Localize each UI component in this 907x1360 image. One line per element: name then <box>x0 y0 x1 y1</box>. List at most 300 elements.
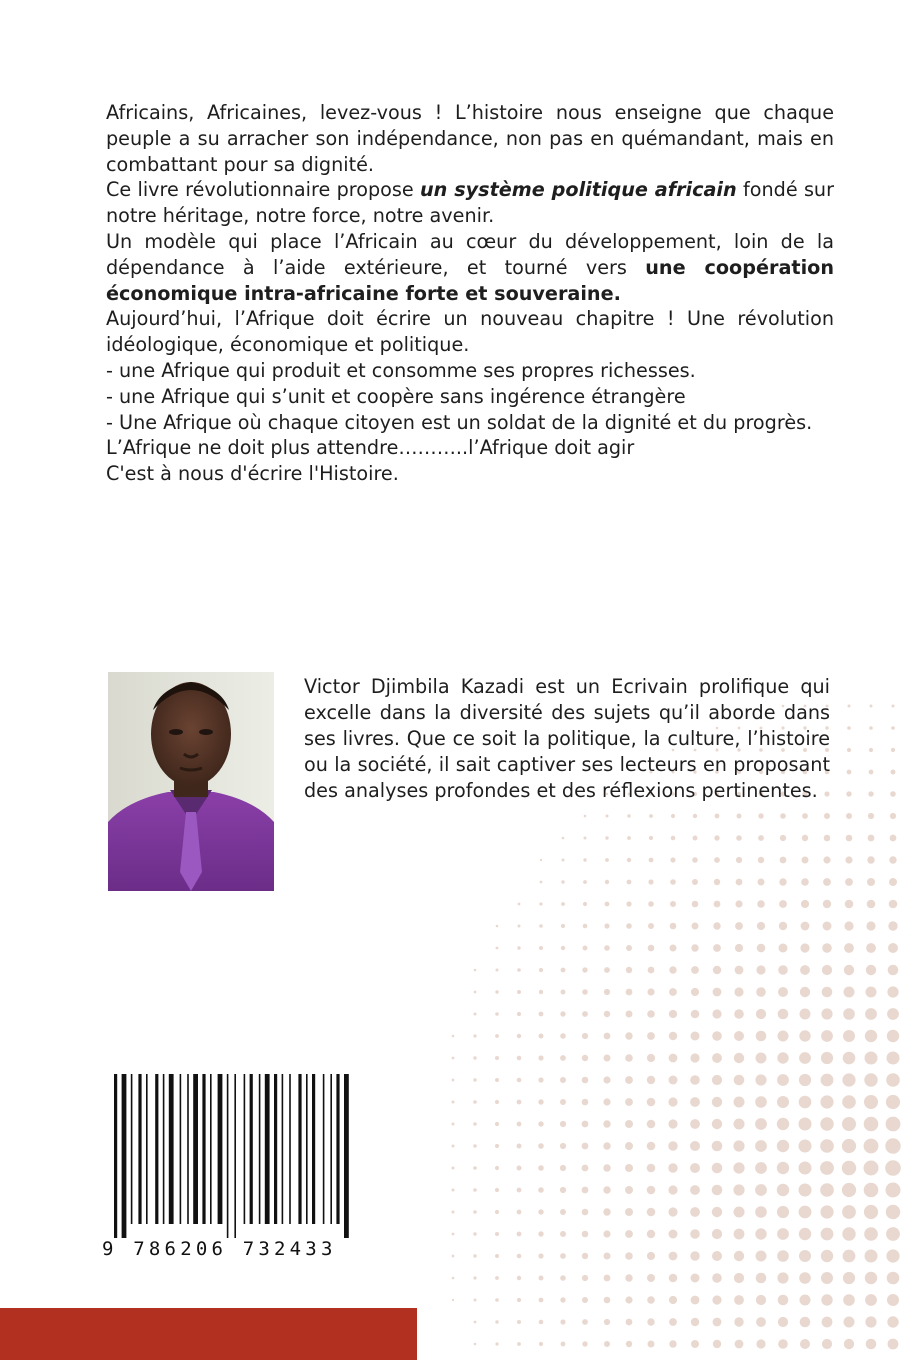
background-dot <box>517 968 521 972</box>
background-dot <box>517 1166 522 1171</box>
isbn-barcode <box>102 1068 418 1268</box>
background-dot <box>668 1119 677 1128</box>
blurb-list-item: - une Afrique qui produit et consomme ses propres richesses. <box>106 358 696 382</box>
background-dot <box>452 1189 455 1192</box>
background-dot <box>539 1012 544 1017</box>
background-dot <box>647 1186 656 1195</box>
blurb-list-item: - une Afrique qui s’unit et coopère sans ingérence étrangère <box>106 384 686 408</box>
background-dot <box>584 837 587 840</box>
background-dot <box>668 1097 677 1106</box>
background-dot <box>690 1251 699 1260</box>
background-dot <box>582 1209 589 1216</box>
background-dot <box>847 726 851 730</box>
background-dot <box>823 900 831 908</box>
background-dot <box>626 1319 633 1326</box>
background-dot <box>582 1099 589 1106</box>
background-dot <box>670 945 677 952</box>
background-dot <box>755 1096 767 1108</box>
background-dot <box>560 1297 565 1302</box>
background-dot <box>843 1008 855 1020</box>
barcode-bar <box>306 1074 308 1224</box>
background-dot <box>824 813 830 819</box>
background-dot <box>887 1272 900 1285</box>
background-dot <box>625 1032 632 1039</box>
background-dot <box>669 1274 678 1283</box>
background-dot <box>495 1232 499 1236</box>
barcode-bar <box>210 1074 212 1224</box>
background-dot <box>473 1100 477 1104</box>
barcode-bar <box>218 1074 223 1224</box>
background-dot <box>538 1165 544 1171</box>
background-dot <box>539 990 543 994</box>
background-dot <box>538 1253 543 1258</box>
barcode-bar <box>122 1074 127 1238</box>
background-dot <box>842 1139 856 1153</box>
background-dot <box>690 1207 700 1217</box>
background-dot <box>561 990 566 995</box>
barcode-bar <box>114 1074 117 1238</box>
barcode-bar <box>244 1074 246 1224</box>
background-dot <box>756 965 765 974</box>
background-dot <box>517 1078 522 1083</box>
background-dot <box>495 1254 499 1258</box>
background-dot <box>712 1009 721 1018</box>
background-dot <box>820 1183 834 1197</box>
barcode-bar <box>274 1074 277 1224</box>
background-dot <box>671 814 675 818</box>
background-dot <box>865 1008 877 1020</box>
background-dot <box>778 1009 789 1020</box>
background-dot <box>800 1317 811 1328</box>
background-dot <box>452 1255 455 1258</box>
background-dot <box>889 900 898 909</box>
background-dot <box>560 1253 566 1259</box>
background-dot <box>801 922 810 931</box>
background-dot <box>777 1184 789 1196</box>
background-dot <box>625 1054 633 1062</box>
background-dot <box>692 923 699 930</box>
background-dot <box>821 1294 832 1305</box>
background-dot <box>540 881 543 884</box>
background-dot <box>648 901 654 907</box>
background-dot <box>777 1206 789 1218</box>
background-dot <box>670 923 677 930</box>
barcode-bar <box>187 1074 189 1224</box>
background-dot <box>844 943 854 953</box>
background-dot <box>671 836 676 841</box>
background-dot <box>495 1012 499 1016</box>
background-dot <box>647 1010 655 1018</box>
background-dot <box>647 1252 655 1260</box>
background-dot <box>823 922 832 931</box>
background-dot <box>842 1161 856 1175</box>
background-dot <box>756 1053 767 1064</box>
background-dot <box>690 1075 700 1085</box>
blurb-text: Un modèle qui place l’Africain au cœur du développement, loin de la dépendance à l’aide extérieure, et tourné vers <box>106 229 834 279</box>
background-dot <box>648 1341 655 1348</box>
background-dot <box>712 1273 722 1283</box>
background-dot <box>755 1228 766 1239</box>
background-dot <box>847 770 852 775</box>
background-dot <box>866 1339 877 1350</box>
background-dot <box>603 1098 610 1105</box>
background-dot <box>604 1253 611 1260</box>
background-dot <box>712 1075 722 1085</box>
background-dot <box>473 1122 477 1126</box>
background-dot <box>647 1098 656 1107</box>
background-dot <box>474 1299 477 1302</box>
background-dot <box>779 878 786 885</box>
barcode-bar <box>312 1074 315 1224</box>
background-dot <box>714 879 720 885</box>
background-dot <box>891 726 895 730</box>
background-dot <box>712 1141 723 1152</box>
background-dot <box>779 944 788 953</box>
blurb-text: Ce livre révolutionnaire propose <box>106 178 420 202</box>
background-dot <box>780 835 786 841</box>
background-dot <box>452 1101 455 1104</box>
background-dot <box>844 1339 854 1349</box>
background-dot <box>758 879 765 886</box>
background-dot <box>820 1205 833 1218</box>
background-dot <box>517 990 521 994</box>
background-dot <box>715 814 720 819</box>
background-dot <box>647 1296 655 1304</box>
background-dot <box>799 1096 812 1109</box>
background-dot <box>584 815 587 818</box>
barcode-bar <box>169 1074 174 1224</box>
background-dot <box>496 925 499 928</box>
background-dot <box>517 1122 522 1127</box>
background-dot <box>625 1208 633 1216</box>
background-dot <box>603 1208 610 1215</box>
background-dot <box>691 1032 700 1041</box>
background-dot <box>866 987 877 998</box>
background-dot <box>604 989 610 995</box>
background-dot <box>625 1120 633 1128</box>
background-dot <box>891 770 896 775</box>
background-dot <box>713 1340 721 1348</box>
background-dot <box>647 1274 655 1282</box>
background-dot <box>603 1230 610 1237</box>
background-dot <box>473 1034 476 1037</box>
background-dot <box>692 857 698 863</box>
background-dot <box>452 1035 455 1038</box>
background-dot <box>820 1117 833 1130</box>
background-dot <box>625 1296 632 1303</box>
barcode-digits: 9 786206 732433 <box>102 1238 337 1260</box>
background-dot <box>540 859 542 861</box>
blurb-paragraph <box>106 229 834 306</box>
background-dot <box>755 1162 767 1174</box>
background-dot <box>693 836 698 841</box>
background-dot <box>777 1140 789 1152</box>
background-dot <box>517 1210 522 1215</box>
background-dot <box>864 1161 879 1176</box>
background-dot <box>777 1228 789 1240</box>
background-dot <box>755 1118 767 1130</box>
background-dot <box>847 748 851 752</box>
background-dot <box>690 1229 700 1239</box>
background-dot <box>561 924 565 928</box>
background-dot <box>626 989 633 996</box>
background-dot <box>756 1273 767 1284</box>
barcode-bar <box>180 1074 182 1224</box>
background-dot <box>757 944 766 953</box>
background-dot <box>560 1231 566 1237</box>
background-dot <box>868 835 875 842</box>
background-dot <box>474 969 477 972</box>
background-dot <box>712 1031 722 1041</box>
background-dot <box>649 858 654 863</box>
background-dot <box>582 1033 588 1039</box>
background-dot <box>887 1052 900 1065</box>
background-dot <box>692 901 699 908</box>
background-dot <box>735 922 743 930</box>
background-dot <box>864 1183 879 1198</box>
background-dot <box>604 945 610 951</box>
background-dot <box>757 900 765 908</box>
background-dot <box>473 1166 477 1170</box>
background-dot <box>868 813 874 819</box>
background-dot <box>606 815 609 818</box>
background-dot <box>712 1163 723 1174</box>
background-dot <box>799 1030 810 1041</box>
background-dot <box>452 1299 454 1301</box>
background-dot <box>734 1317 743 1326</box>
background-dot <box>780 857 787 864</box>
background-dot <box>890 835 897 842</box>
barcode-bar <box>323 1074 325 1224</box>
background-dot <box>473 1078 476 1081</box>
background-dot <box>865 1030 877 1042</box>
background-dot <box>582 989 588 995</box>
background-dot <box>734 1295 744 1305</box>
background-dot <box>538 1187 544 1193</box>
background-dot <box>560 1209 566 1215</box>
background-dot <box>822 987 833 998</box>
background-dot <box>647 1120 656 1129</box>
background-dot <box>866 965 876 975</box>
background-dot <box>560 1099 566 1105</box>
background-dot <box>712 1119 722 1129</box>
background-dot <box>799 1272 811 1284</box>
background-dot <box>800 987 810 997</box>
background-dot <box>669 1054 678 1063</box>
blurb-list-item: - Une Afrique où chaque citoyen est un soldat de la dignité et du progrès. <box>106 410 813 434</box>
background-dot <box>605 858 609 862</box>
background-dot <box>625 1252 633 1260</box>
background-dot <box>647 1054 655 1062</box>
barcode-bar <box>330 1074 332 1224</box>
background-dot <box>603 1164 610 1171</box>
background-dot <box>737 814 742 819</box>
background-dot <box>802 857 809 864</box>
background-dot <box>561 968 566 973</box>
barcode-bar <box>193 1074 198 1224</box>
background-dot <box>560 1319 565 1324</box>
barcode-bar <box>298 1074 301 1224</box>
blurb-text: fondé sur notre héritage, notre force, notre avenir. <box>106 178 834 228</box>
background-dot <box>452 1277 455 1280</box>
background-dot <box>603 1120 610 1127</box>
background-dot <box>800 1295 811 1306</box>
background-dot <box>844 1317 855 1328</box>
background-dot <box>690 1119 700 1129</box>
background-dot <box>755 1074 766 1085</box>
background-dot <box>842 1205 856 1219</box>
background-dot <box>647 1142 656 1151</box>
background-dot <box>560 1121 566 1127</box>
background-dot <box>734 1053 744 1063</box>
background-dot <box>691 1318 699 1326</box>
barcode-bars <box>102 1068 418 1238</box>
background-dot <box>777 1118 789 1130</box>
background-dot <box>625 1076 633 1084</box>
background-dot <box>844 987 855 998</box>
blurb-bold: une coopération économique intra-africaine forte et souveraine. <box>106 255 834 305</box>
background-dot <box>473 1188 477 1192</box>
background-dot <box>886 1073 900 1087</box>
background-dot <box>802 813 808 819</box>
background-dot <box>892 705 895 708</box>
background-dot <box>626 1341 632 1347</box>
background-dot <box>669 1318 677 1326</box>
background-dot <box>561 902 565 906</box>
background-dot <box>518 903 521 906</box>
barcode-bar <box>289 1074 291 1224</box>
background-dot <box>669 966 676 973</box>
background-dot <box>669 1252 678 1261</box>
background-dot <box>842 1073 855 1086</box>
blurb-closing: C'est à nous d'écrire l'Histoire. <box>106 462 399 486</box>
background-dot <box>756 1009 766 1019</box>
background-dot <box>670 901 676 907</box>
background-dot <box>733 1184 744 1195</box>
background-dot <box>670 857 675 862</box>
background-dot <box>603 1076 610 1083</box>
author-bio: Victor Djimbila Kazadi est un Ecrivain prolifique qui excelle dans la diversité des sujets qu’il aborde dans ses livres. Que ce soit la politique, la culture, l’histoire ou la société, il sait captiver ses lecteurs en proposant des analyses profondes et des réflexions pertinentes. <box>304 675 830 802</box>
background-dot <box>692 879 698 885</box>
background-dot <box>755 1206 767 1218</box>
background-dot <box>670 879 676 885</box>
background-dot <box>777 1074 789 1086</box>
background-dot <box>452 1079 455 1082</box>
background-dot <box>517 1298 521 1302</box>
background-dot <box>474 1321 477 1324</box>
background-dot <box>800 1339 810 1349</box>
barcode-bar <box>234 1074 236 1238</box>
background-dot <box>647 988 654 995</box>
background-dot <box>734 1273 744 1283</box>
background-dot <box>777 1272 788 1283</box>
background-dot <box>821 1272 833 1284</box>
background-dot <box>886 1183 901 1198</box>
background-dot <box>648 879 653 884</box>
background-dot <box>495 1166 499 1170</box>
background-dot <box>778 1339 788 1349</box>
background-dot <box>647 1230 655 1238</box>
background-dot <box>495 1078 499 1082</box>
background-dot <box>647 1076 655 1084</box>
blurb-paragraph <box>106 177 834 229</box>
background-dot <box>604 923 609 928</box>
background-dot <box>758 835 764 841</box>
background-dot <box>539 1298 544 1303</box>
background-dot <box>626 901 631 906</box>
background-dot <box>517 1144 522 1149</box>
background-dot <box>561 1342 566 1347</box>
background-dot <box>756 987 766 997</box>
background-dot <box>605 836 608 839</box>
background-dot <box>604 1055 611 1062</box>
background-dot <box>712 1295 721 1304</box>
background-dot <box>583 880 587 884</box>
background-dot <box>842 1117 856 1131</box>
background-dot <box>885 1138 900 1153</box>
background-dot <box>582 1121 589 1128</box>
barcode-bar <box>131 1074 133 1224</box>
background-dot <box>714 857 720 863</box>
background-dot <box>582 1187 589 1194</box>
background-dot <box>889 878 897 886</box>
background-dot <box>778 1317 788 1327</box>
barcode-bar <box>163 1074 165 1224</box>
background-dot <box>582 1231 589 1238</box>
barcode-bar <box>146 1074 148 1224</box>
background-dot <box>604 1319 610 1325</box>
barcode-bar <box>265 1074 270 1224</box>
background-dot <box>604 1033 611 1040</box>
background-dot <box>864 1095 878 1109</box>
background-dot <box>562 837 565 840</box>
background-dot <box>823 878 831 886</box>
blurb-emphasis: un système politique africain <box>420 178 737 202</box>
background-dot <box>868 791 873 796</box>
background-dot <box>583 924 588 929</box>
background-dot <box>778 987 788 997</box>
background-dot <box>473 1210 477 1214</box>
background-dot <box>864 1139 879 1154</box>
background-dot <box>495 1034 499 1038</box>
background-dot <box>846 791 851 796</box>
background-dot <box>647 1208 656 1217</box>
background-dot <box>582 1297 588 1303</box>
background-dot <box>890 813 896 819</box>
background-dot <box>736 857 742 863</box>
background-dot <box>756 1339 765 1348</box>
author-photo <box>108 672 274 891</box>
background-dot <box>627 836 631 840</box>
background-dot <box>735 966 744 975</box>
background-dot <box>865 1052 878 1065</box>
background-dot <box>583 858 586 861</box>
background-dot <box>668 1185 677 1194</box>
background-dot <box>867 856 874 863</box>
background-dot <box>561 946 565 950</box>
background-dot <box>799 1118 812 1131</box>
background-dot <box>887 1316 898 1327</box>
background-dot <box>539 1342 543 1346</box>
background-dot <box>582 1253 588 1259</box>
background-dot <box>560 1077 566 1083</box>
background-dot <box>626 967 632 973</box>
barcode-bar <box>250 1074 253 1224</box>
background-dot <box>495 1100 499 1104</box>
background-dot <box>757 922 765 930</box>
background-dot <box>691 988 699 996</box>
barcode-bar <box>259 1074 261 1224</box>
